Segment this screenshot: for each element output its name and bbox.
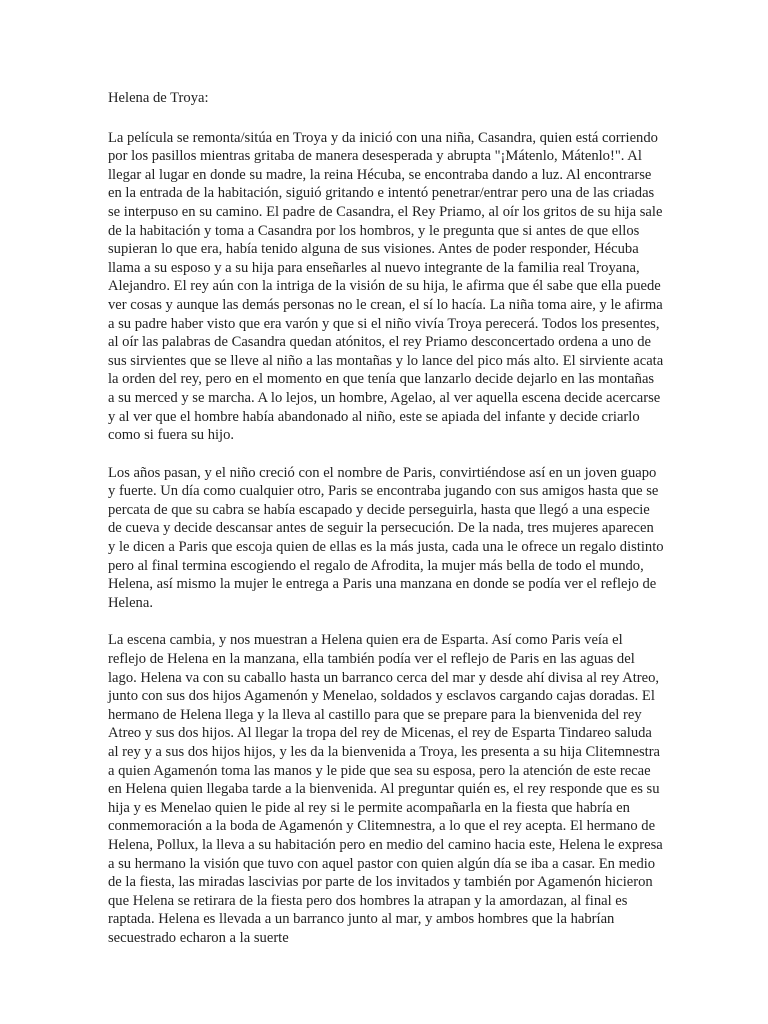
document-title: Helena de Troya: xyxy=(108,90,209,106)
paragraph-helena-in-sparta: La escena cambia, y nos muestran a Helena quien era de Esparta. Así como Paris veía el reflejo de Helena en la manzana, ella también podía ver el reflejo de Paris en las aguas del lago. Helena va con su caballo hasta un barranco cerca del mar y desde ahí divisa al rey Atreo, junto con sus dos hijos Agamenón y Menelao, soldados y esclavos cargando cajas doradas. El hermano de Helena llega y la lleva al castillo para que se prepare para la bienvenida del rey Atreo y sus dos hijos. Al llegar la tropa del rey de Micenas, el rey de Esparta Tindareo saluda al rey y a sus dos hijos hijos, y les da la bienvenida a Troya, les presenta a su hija Clitemnestra a quien Agamenón toma las manos y le pide que sea su esposa, pero la atención de este recae en Helena quien llegaba tarde a la bienvenida. Al preguntar quién es, el rey responde que es su hija y es Menelao quien le pide al rey si le permite acompañarla en la fiesta que habría en conmemoración a la boda de Agamenón y Clitemnestra, a lo que el rey acepta. El hermano de Helena, Pollux, la lleva a su habitación pero en medio del camino hacia este, Helena le expresa a su hermano la visión que tuvo con aquel pastor con quien algún día se iba a casar. En medio de la fiesta, las miradas lascivias por parte de los invitados y también por Agamenón hicieron que Helena se retirara de la fiesta pero dos hombres la atrapan y la amordazan, al final es raptada. Helena es llevada a un barranco junto al mar, y ambos hombres que la habrían secuestrado echaron a la suerte xyxy=(108,632,663,946)
paragraph-birth-of-paris: La película se remonta/sitúa en Troya y da inició con una niña, Casandra, quien está corriendo por los pasillos mientras gritaba de manera desesperada y abrupta "¡Mátenlo, Mátenlo!". Al llegar al lugar en donde su madre, la reina Hécuba, se encontraba dando a luz. Al encontrarse en la entrada de la habitación, siguió gritando e intentó penetrar/entrar pero una de las criadas se interpuso en su camino. El padre de Casandra, el Rey Priamo, al oír los gritos de su hija sale de la habitación y toma a Casandra por los hombros, y le pregunta que si antes de que ellos supieran lo que era, había tenido alguna de sus visiones. Antes de poder responder, Hécuba llama a su esposo y a su hija para enseñarles al nuevo integrante de la familia real Troyana, Alejandro. El rey aún con la intriga de la visión de su hija, le afirma que él sabe que ella puede ver cosas y aunque las demás personas no le crean, el sí lo hacía. La niña toma aire, y le afirma a su padre haber visto que era varón y que si el niño vivía Troya perecerá. Todos los presentes, al oír las palabras de Casandra quedan atónitos, el rey Priamo desconcertado ordena a uno de sus sirvientes que se lleve al niño a las montañas y lo lance del pico más alto. El sirviente acata la orden del rey, pero en el momento en que tenía que lanzarlo decide dejarlo en las montañas a su merced y se marcha. A lo lejos, un hombre, Agelao, al ver aquella escena decide acercarse y al ver que el hombre había abandonado al niño, este se apiada del infante y decide criarlo como si fuera su hijo. xyxy=(108,129,664,444)
document-page xyxy=(108,89,664,967)
paragraph-judgement-of-paris: Los años pasan, y el niño creció con el nombre de Paris, convirtiéndose así en un joven guapo y fuerte. Un día como cualquier otro, Paris se encontraba jugando con sus amigos hasta que se percata de que su cabra se había escapado y decide perseguirla, hasta que llegó a una especie de cueva y decide descansar antes de seguir la persecución. De la nada, tres mujeres aparecen y le dicen a Paris que escoja quien de ellas es la más justa, cada una le ofrece un regalo distinto pero al final termina escogiendo el regalo de Afrodita, la mujer más bella de todo el mundo, Helena, así mismo la mujer le entrega a Paris una manzana en donde se podía ver el reflejo de Helena. xyxy=(108,464,664,611)
